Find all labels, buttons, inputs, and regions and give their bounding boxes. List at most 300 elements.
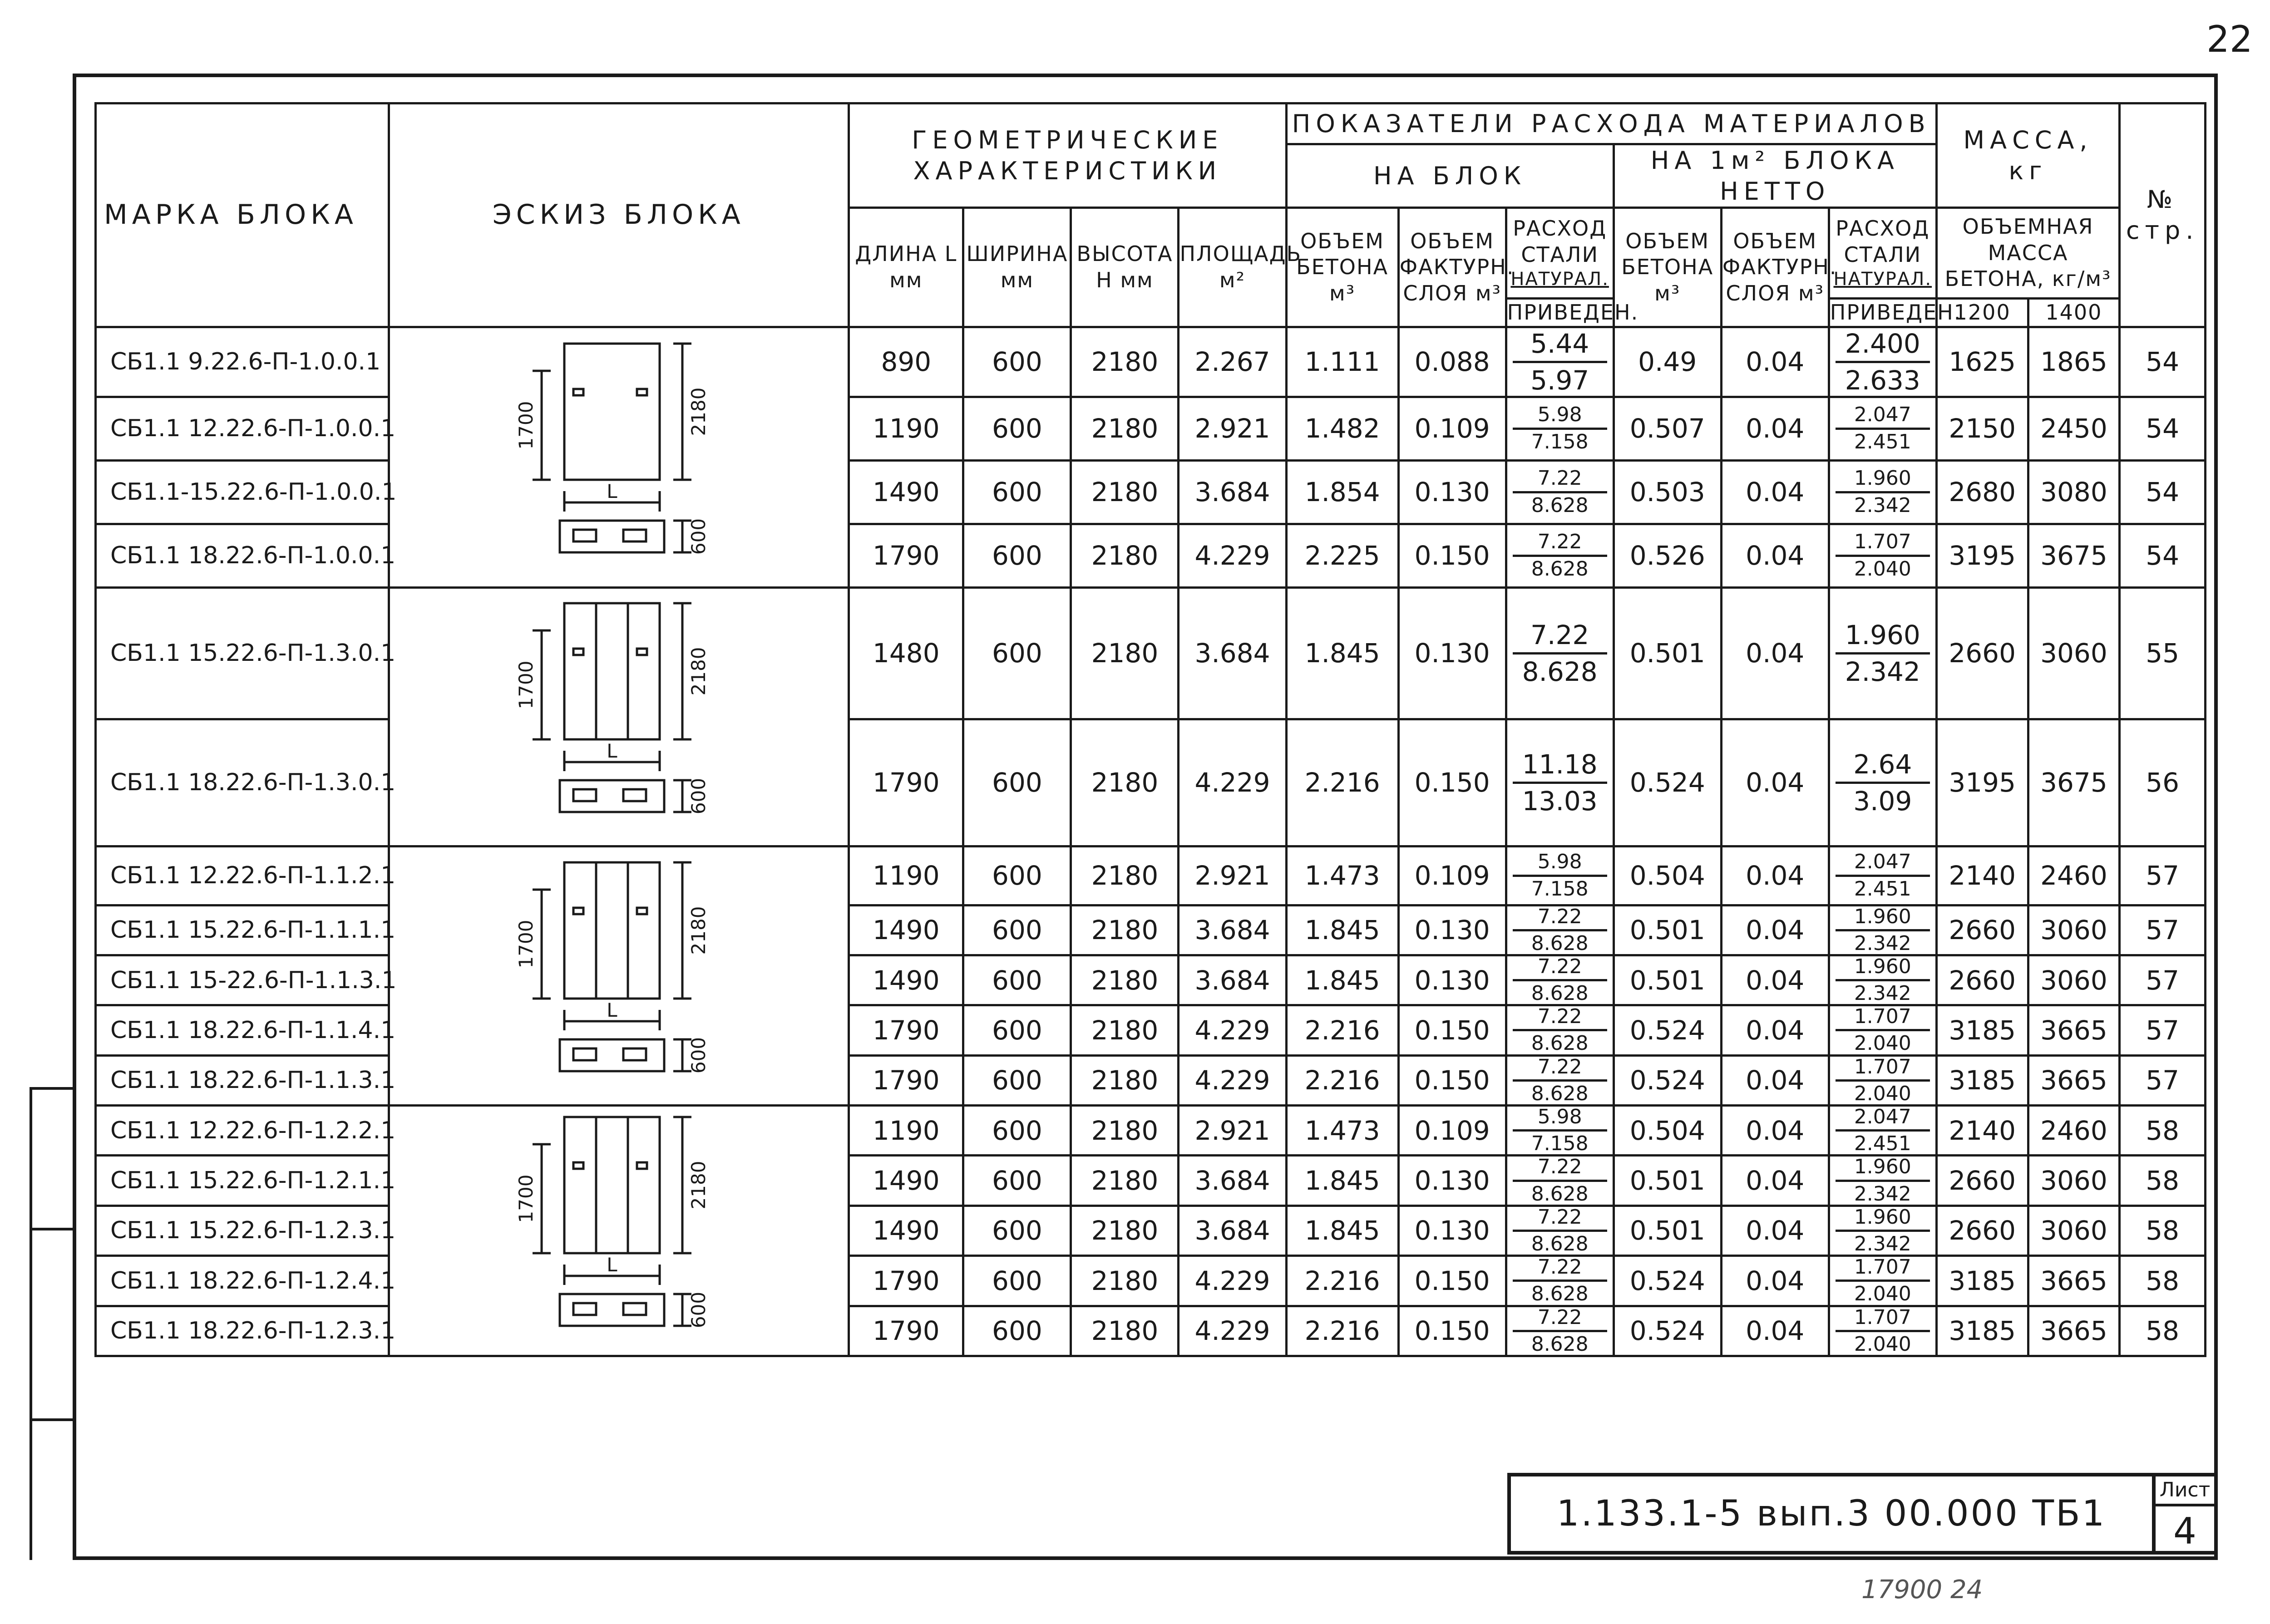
mass-1400: 2460 [2028,1106,2120,1156]
page-ref: 57 [2120,1055,2206,1105]
concrete-volume: 1.845 [1286,587,1398,719]
sketch-width-600: 600 [687,1037,710,1073]
area-value: 4.229 [1179,524,1286,587]
width-value: 600 [963,846,1071,905]
steel-per-block-reduced: 8.628 [1531,1182,1589,1206]
concrete-volume-m2: 0.524 [1614,1005,1721,1055]
steel-per-m2-fraction [1830,1307,1935,1355]
steel-per-m2-reduced: 2.342 [1854,1232,1911,1255]
block-mark: СБ1.1 12.22.6-П-1.0.0.1 [96,397,389,460]
table-row [96,846,2206,905]
sketch-width-600: 600 [687,1292,710,1329]
length-value: 1490 [849,1156,963,1206]
steel-per-m2-natural: 1.960 [1836,468,1930,493]
facing-volume: 0.150 [1398,1306,1506,1356]
steel-per-block [1506,587,1614,719]
concrete-volume-m2: 0.504 [1614,846,1721,905]
concrete-volume-m2: 0.507 [1614,397,1721,460]
mass-1200: 2680 [1936,460,2028,524]
mass-1200: 3185 [1936,1306,2028,1356]
steel-per-block [1506,846,1614,905]
facing-volume-m2: 0.04 [1721,1055,1829,1105]
steel-per-m2-fraction [1830,1207,1935,1255]
steel-per-m2-natural: 1.960 [1836,1156,1930,1181]
steel-per-block-reduced: 7.158 [1531,877,1589,901]
height-value: 2180 [1071,327,1179,397]
steel-per-block [1506,327,1614,397]
concrete-volume-m2: 0.526 [1614,524,1721,587]
steel-per-block-fraction [1507,906,1613,954]
steel-per-m2-reduced: 2.040 [1854,1332,1911,1356]
sheet-number: 4 [2173,1510,2196,1552]
steel-per-block [1506,1256,1614,1306]
steel-per-block-fraction [1507,1207,1613,1255]
length-value: 1790 [849,1055,963,1105]
block-mark: СБ1.1 18.22.6-П-1.2.3.1 [96,1306,389,1356]
concrete-volume: 2.216 [1286,1256,1398,1306]
header-height: ВЫСОТА H мм [1071,208,1179,327]
steel-per-block-reduced: 8.628 [1531,557,1589,581]
facing-volume: 0.150 [1398,1256,1506,1306]
header-facing-vol: ОБЪЕМ ФАКТУРН. СЛОЯ м³ [1398,208,1506,327]
mass-1400: 2450 [2028,397,2120,460]
mass-1200: 2140 [1936,846,2028,905]
steel-per-block-fraction [1507,1257,1613,1304]
concrete-volume: 2.216 [1286,1005,1398,1055]
steel-per-block-reduced: 8.628 [1531,982,1589,1005]
area-value: 4.229 [1179,1256,1286,1306]
header-per-m2: НА 1м² БЛОКА НЕТТО [1614,144,1936,208]
steel-per-m2-reduced: 2.342 [1845,656,1920,687]
concrete-volume: 1.482 [1286,397,1398,460]
mass-1200: 2660 [1936,955,2028,1005]
block-sketch-drawing [505,853,732,1098]
steel-per-m2-fraction [1830,847,1935,904]
steel-per-block-natural: 11.18 [1513,749,1607,784]
steel-per-m2-reduced: 2.342 [1854,931,1911,955]
page-ref: 57 [2120,846,2206,905]
height-value: 2180 [1071,1256,1179,1306]
facing-volume: 0.130 [1398,955,1506,1005]
facing-volume-m2: 0.04 [1721,846,1829,905]
steel-per-m2 [1829,1055,1936,1105]
width-value: 600 [963,1156,1071,1206]
steel-per-block [1506,905,1614,955]
length-value: 1190 [849,1106,963,1156]
steel-per-m2-natural: 2.047 [1836,1107,1930,1132]
table-row [96,1106,2206,1156]
steel-per-m2-fraction [1830,328,1935,396]
steel-per-m2-natural: 1.960 [1836,620,1930,655]
steel-per-m2-reduced: 2.451 [1854,1132,1911,1156]
mass-1400: 3060 [2028,955,2120,1005]
header-steel-m2-nat: НАТУРАЛ. [1833,269,1932,290]
steel-per-block-fraction [1507,1307,1613,1355]
block-mark: СБ1.1 15.22.6-П-1.3.0.1 [96,587,389,719]
steel-per-m2-fraction [1830,720,1935,845]
steel-per-block-natural: 7.22 [1513,1307,1607,1332]
facing-volume: 0.109 [1398,846,1506,905]
steel-per-block-reduced: 8.628 [1531,1332,1589,1356]
header-density-1400: 1400 [2028,299,2120,327]
area-value: 2.921 [1179,1106,1286,1156]
steel-per-m2-fraction [1830,956,1935,1004]
steel-per-block-fraction [1507,956,1613,1004]
width-value: 600 [963,1206,1071,1255]
width-value: 600 [963,719,1071,846]
length-value: 1790 [849,1005,963,1055]
steel-per-block [1506,1005,1614,1055]
block-mark: СБ1.1 15.22.6-П-1.1.1.1 [96,905,389,955]
steel-per-m2-reduced: 2.040 [1854,1082,1911,1105]
steel-per-block [1506,1206,1614,1255]
steel-per-m2 [1829,327,1936,397]
sketch-width-600: 600 [687,518,710,555]
steel-per-block-fraction [1507,328,1613,396]
mass-1400: 3060 [2028,1206,2120,1255]
header-steel-m2-red: ПРИВЕДЕН. [1829,299,1936,327]
sketch-length-label: L [607,480,617,502]
steel-per-m2-natural: 1.960 [1836,1207,1930,1232]
block-mark: СБ1.1 18.22.6-П-1.1.3.1 [96,1055,389,1105]
concrete-volume-m2: 0.501 [1614,955,1721,1005]
sketch-height-2180: 2180 [687,906,710,955]
mass-1200: 3195 [1936,719,2028,846]
sketch-height-2180: 2180 [687,387,710,436]
mass-1400: 3665 [2028,1005,2120,1055]
concrete-volume: 1.473 [1286,846,1398,905]
page-ref: 57 [2120,905,2206,955]
steel-per-block-fraction [1507,847,1613,904]
width-value: 600 [963,397,1071,460]
concrete-volume-m2: 0.49 [1614,327,1721,397]
area-value: 2.921 [1179,846,1286,905]
block-sketch-drawing [505,335,732,580]
steel-per-m2-natural: 1.960 [1836,906,1930,931]
mass-1400: 3060 [2028,905,2120,955]
binding-mark [30,1418,75,1421]
steel-per-block-fraction [1507,1107,1613,1154]
steel-per-block-natural: 7.22 [1513,956,1607,981]
steel-per-m2-fraction [1830,1057,1935,1104]
steel-per-block-natural: 7.22 [1513,1057,1607,1082]
steel-per-m2 [1829,1206,1936,1255]
steel-per-m2 [1829,460,1936,524]
concrete-volume: 1.845 [1286,1206,1398,1255]
area-value: 4.229 [1179,719,1286,846]
mass-1200: 2140 [1936,1106,2028,1156]
width-value: 600 [963,524,1071,587]
steel-per-block-natural: 7.22 [1513,1156,1607,1181]
steel-per-m2-reduced: 2.633 [1845,364,1920,396]
height-value: 2180 [1071,1156,1179,1206]
concrete-volume: 2.216 [1286,719,1398,846]
facing-volume: 0.150 [1398,1055,1506,1105]
steel-per-block-reduced: 8.628 [1531,1032,1589,1055]
steel-per-block-fraction [1507,525,1613,586]
header-concrete-vol: ОБЪЕМ БЕТОНА м³ [1286,208,1398,327]
steel-per-block [1506,1306,1614,1356]
steel-per-m2-reduced: 2.040 [1854,557,1911,581]
steel-per-m2-fraction [1830,1006,1935,1054]
concrete-volume-m2: 0.501 [1614,587,1721,719]
steel-per-m2-fraction [1830,1156,1935,1204]
width-value: 600 [963,587,1071,719]
facing-volume: 0.130 [1398,1206,1506,1255]
mass-1200: 2660 [1936,1206,2028,1255]
header-facing-vol-m2: ОБЪЕМ ФАКТУРН. СЛОЯ м³ [1721,208,1829,327]
binding-mark [30,1087,75,1090]
corner-page-number: 22 [2206,18,2253,60]
steel-per-m2-reduced: 2.451 [1854,877,1911,901]
block-sketch [389,327,849,587]
area-value: 4.229 [1179,1306,1286,1356]
binding-mark [30,1087,32,1560]
page-ref: 54 [2120,524,2206,587]
concrete-volume: 1.845 [1286,955,1398,1005]
mass-1200: 3195 [1936,524,2028,587]
steel-per-block-natural: 7.22 [1513,531,1607,556]
width-value: 600 [963,1005,1071,1055]
header-geom: ГЕОМЕТРИЧЕСКИЕ ХАРАКТЕРИСТИКИ [849,103,1286,208]
steel-per-m2-natural: 2.047 [1836,851,1930,876]
mass-1200: 2660 [1936,587,2028,719]
steel-per-block-fraction [1507,462,1613,523]
steel-per-block-natural: 5.98 [1513,851,1607,876]
steel-per-block-natural: 5.44 [1513,328,1607,363]
length-value: 1490 [849,905,963,955]
page-ref: 56 [2120,719,2206,846]
table-row [96,327,2206,397]
header-density-1200: 1200 [1936,299,2028,327]
block-sketch [389,1106,849,1356]
concrete-volume-m2: 0.504 [1614,1106,1721,1156]
sketch-height-1700: 1700 [514,401,537,450]
page-ref: 58 [2120,1306,2206,1356]
block-sketch-drawing [505,1108,732,1353]
mass-1200: 3185 [1936,1005,2028,1055]
mass-1400: 3060 [2028,1156,2120,1206]
length-value: 1190 [849,846,963,905]
concrete-volume-m2: 0.503 [1614,460,1721,524]
title-block-sheet [2152,1473,2218,1555]
steel-per-block-reduced: 8.628 [1522,656,1598,687]
binding-mark [30,1228,75,1230]
spec-body [96,327,2206,1356]
steel-per-m2-natural: 2.400 [1836,328,1930,363]
area-value: 3.684 [1179,955,1286,1005]
area-value: 2.921 [1179,397,1286,460]
facing-volume-m2: 0.04 [1721,1256,1829,1306]
width-value: 600 [963,1055,1071,1105]
steel-per-block-reduced: 8.628 [1531,493,1589,517]
width-value: 600 [963,460,1071,524]
sketch-height-1700: 1700 [514,920,537,969]
mass-1200: 2660 [1936,1156,2028,1206]
steel-per-block-natural: 7.22 [1513,906,1607,931]
page-ref: 58 [2120,1156,2206,1206]
header-width: ШИРИНА мм [963,208,1071,327]
height-value: 2180 [1071,955,1179,1005]
facing-volume-m2: 0.04 [1721,327,1829,397]
height-value: 2180 [1071,1106,1179,1156]
area-value: 3.684 [1179,460,1286,524]
header-area: ПЛОЩАДЬ м² [1179,208,1286,327]
steel-per-m2 [1829,1106,1936,1156]
mass-1400: 2460 [2028,846,2120,905]
area-value: 4.229 [1179,1055,1286,1105]
page-ref: 58 [2120,1106,2206,1156]
steel-per-m2 [1829,846,1936,905]
steel-per-block [1506,719,1614,846]
sketch-width-600: 600 [687,778,710,815]
block-sketch-drawing [505,594,732,839]
steel-per-block-natural: 5.98 [1513,404,1607,429]
length-value: 1790 [849,524,963,587]
height-value: 2180 [1071,846,1179,905]
concrete-volume-m2: 0.524 [1614,1055,1721,1105]
page-ref: 57 [2120,1005,2206,1055]
page-ref: 54 [2120,460,2206,524]
steel-per-m2 [1829,905,1936,955]
page-ref: 58 [2120,1206,2206,1255]
steel-per-block-reduced: 8.628 [1531,931,1589,955]
steel-per-m2 [1829,397,1936,460]
mass-1400: 3675 [2028,524,2120,587]
block-mark: СБ1.1 15.22.6-П-1.2.1.1 [96,1156,389,1206]
width-value: 600 [963,1256,1071,1306]
footer-scan-mark: 17900 24 [1861,1575,1983,1604]
facing-volume-m2: 0.04 [1721,524,1829,587]
width-value: 600 [963,905,1071,955]
steel-per-m2-reduced: 3.09 [1853,785,1912,817]
header-sketch: ЭСКИЗ БЛОКА [389,103,849,327]
sheet-label: Лист [2156,1476,2214,1506]
steel-per-block-reduced: 8.628 [1531,1282,1589,1306]
steel-per-block [1506,397,1614,460]
steel-per-block-reduced: 5.97 [1530,364,1589,396]
header-mass: МАССА, кг [1936,103,2119,208]
steel-per-m2-natural: 2.047 [1836,404,1930,429]
block-mark: СБ1.1 15.22.6-П-1.2.3.1 [96,1206,389,1255]
title-block-code: 1.133.1-5 вып.3 00.000 ТБ1 [1507,1473,2152,1555]
mass-1400: 3665 [2028,1055,2120,1105]
area-value: 3.684 [1179,1156,1286,1206]
steel-per-m2-natural: 1.707 [1836,1257,1930,1282]
sketch-height-2180: 2180 [687,647,710,696]
facing-volume: 0.150 [1398,1005,1506,1055]
steel-per-m2-natural: 1.960 [1836,956,1930,981]
facing-volume-m2: 0.04 [1721,905,1829,955]
steel-per-m2-fraction [1830,462,1935,523]
block-mark: СБ1.1 18.22.6-П-1.0.0.1 [96,524,389,587]
header-page: № стр. [2120,103,2206,327]
spec-table [94,102,2206,1357]
steel-per-block-reduced: 8.628 [1531,1082,1589,1105]
header-per-block: НА БЛОК [1286,144,1614,208]
concrete-volume-m2: 0.524 [1614,1306,1721,1356]
facing-volume: 0.130 [1398,460,1506,524]
mass-1200: 2150 [1936,397,2028,460]
block-mark: СБ1.1 9.22.6-П-1.0.0.1 [96,327,389,397]
steel-per-m2-fraction [1830,589,1935,718]
length-value: 1790 [849,1256,963,1306]
steel-per-m2 [1829,1256,1936,1306]
steel-per-block-fraction [1507,720,1613,845]
steel-per-m2-reduced: 2.451 [1854,430,1911,453]
length-value: 1490 [849,460,963,524]
steel-per-m2 [1829,1005,1936,1055]
steel-per-m2-reduced: 2.342 [1854,1182,1911,1206]
mass-1400: 3675 [2028,719,2120,846]
header-length: ДЛИНА L мм [849,208,963,327]
steel-per-m2-reduced: 2.342 [1854,493,1911,517]
concrete-volume: 1.473 [1286,1106,1398,1156]
concrete-volume: 1.845 [1286,905,1398,955]
sketch-length-label: L [607,740,617,762]
sketch-height-1700: 1700 [514,660,537,709]
length-value: 1190 [849,397,963,460]
block-mark: СБ1.1 18.22.6-П-1.3.0.1 [96,719,389,846]
steel-per-m2 [1829,1156,1936,1206]
concrete-volume-m2: 0.524 [1614,719,1721,846]
facing-volume: 0.130 [1398,587,1506,719]
steel-per-block-fraction [1507,398,1613,459]
facing-volume: 0.130 [1398,1156,1506,1206]
block-mark: СБ1.1 18.22.6-П-1.2.4.1 [96,1256,389,1306]
facing-volume-m2: 0.04 [1721,397,1829,460]
length-value: 1480 [849,587,963,719]
header-steel-red: ПРИВЕДЕН. [1506,299,1614,327]
steel-per-block-fraction [1507,1006,1613,1054]
mass-1200: 1625 [1936,327,2028,397]
header-bulk-density: ОБЪЕМНАЯ МАССА БЕТОНА, кг/м³ [1936,208,2119,299]
concrete-volume-m2: 0.524 [1614,1256,1721,1306]
mass-1400: 3665 [2028,1256,2120,1306]
steel-per-m2-fraction [1830,525,1935,586]
steel-per-m2-natural: 1.707 [1836,531,1930,556]
steel-per-block-natural: 7.22 [1513,1207,1607,1232]
height-value: 2180 [1071,1206,1179,1255]
facing-volume-m2: 0.04 [1721,460,1829,524]
area-value: 3.684 [1179,587,1286,719]
height-value: 2180 [1071,587,1179,719]
steel-per-block-fraction [1507,1057,1613,1104]
height-value: 2180 [1071,1055,1179,1105]
concrete-volume: 1.845 [1286,1156,1398,1206]
facing-volume-m2: 0.04 [1721,1156,1829,1206]
steel-per-block [1506,1106,1614,1156]
steel-per-block [1506,1156,1614,1206]
steel-per-m2-natural: 1.707 [1836,1006,1930,1031]
steel-per-m2-reduced: 2.342 [1854,982,1911,1005]
header-steel-m2 [1829,208,1936,299]
length-value: 890 [849,327,963,397]
mass-1200: 3185 [1936,1256,2028,1306]
length-value: 1490 [849,955,963,1005]
steel-per-block-natural: 7.22 [1513,1006,1607,1031]
height-value: 2180 [1071,1306,1179,1356]
page-ref: 58 [2120,1256,2206,1306]
facing-volume-m2: 0.04 [1721,587,1829,719]
facing-volume: 0.109 [1398,397,1506,460]
block-mark: СБ1.1 12.22.6-П-1.2.2.1 [96,1106,389,1156]
mass-1200: 3185 [1936,1055,2028,1105]
concrete-volume-m2: 0.501 [1614,1156,1721,1206]
area-value: 4.229 [1179,1005,1286,1055]
steel-per-block-natural: 5.98 [1513,1107,1607,1132]
steel-per-m2-natural: 2.64 [1836,749,1930,784]
